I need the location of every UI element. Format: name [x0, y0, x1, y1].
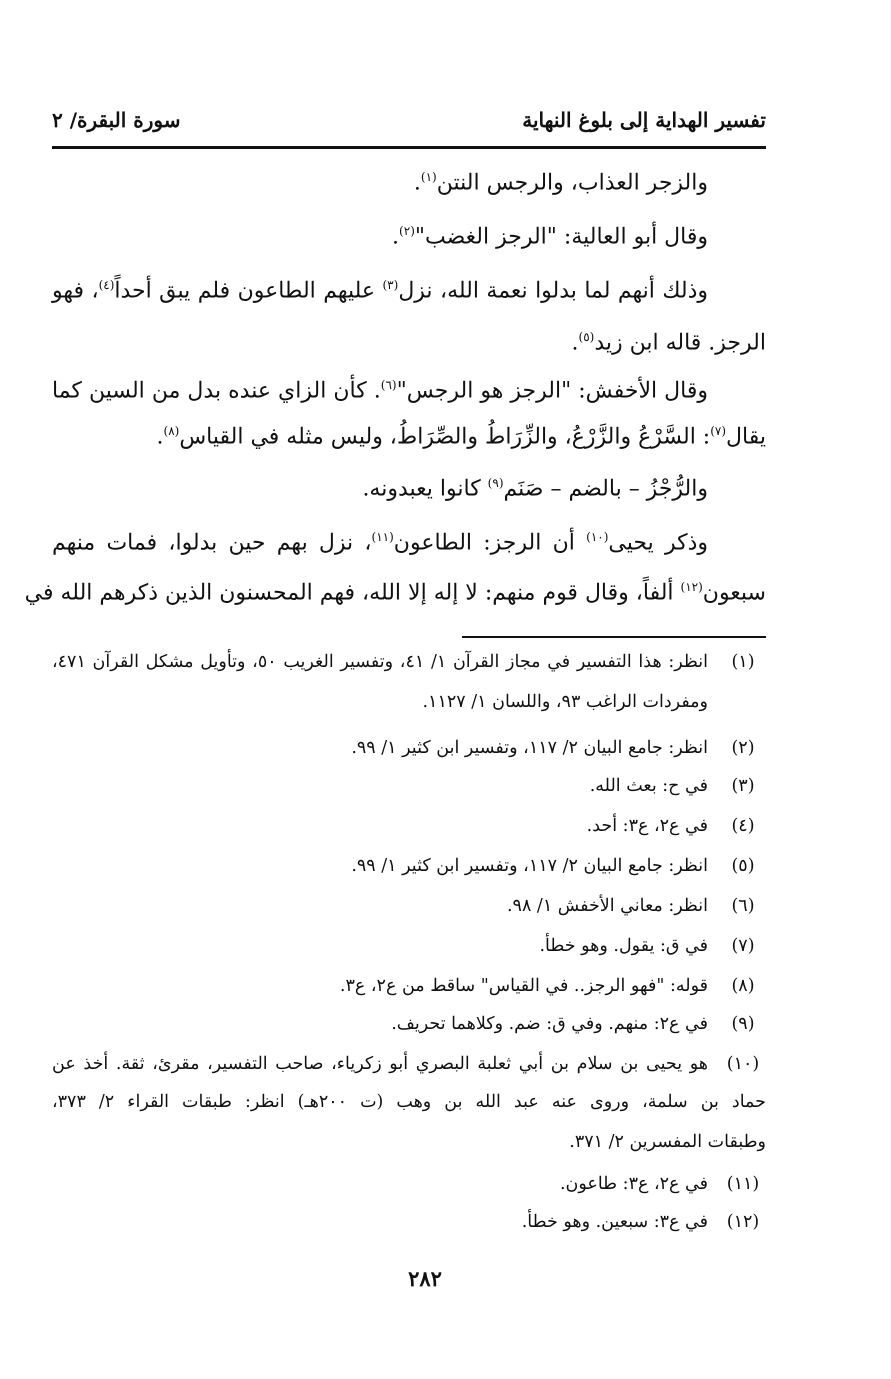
footnote-item [52, 896, 766, 926]
line-text: . [392, 224, 400, 250]
footnote-item [52, 816, 766, 846]
text-line [52, 530, 766, 555]
page-number: ٢٨٢ [408, 1266, 442, 1291]
line-text: . [413, 170, 421, 196]
footnote-ref: (١٠) [586, 530, 609, 544]
footnote-number: (١٢) [726, 1212, 760, 1232]
line-text: سبعون [702, 580, 766, 606]
footnote-item [52, 1212, 766, 1242]
text-line [362, 476, 708, 501]
footnote-ref: (٣) [382, 278, 399, 292]
footnote-text: انظر: معاني الأخفش ١/ ٩٨. [506, 896, 708, 916]
footnote-text: حماد بن سلمة، وروى عنه عبد الله بن وهب (ت ٢٠٠هـ) انظر: طبقات القراء ٢/ ٣٧٣، [52, 1092, 766, 1112]
line-text: ، نزل بهم حين بدلوا، فمات منهم [52, 530, 372, 556]
footnote-number: (٢) [731, 738, 755, 758]
line-text: والرُّجْزُ – بالضم – صَنَم [503, 476, 708, 502]
footnote-item-continued [52, 692, 766, 722]
footnote-item-continued [52, 1132, 766, 1162]
footnote-ref: (٨) [163, 424, 180, 438]
footnote-text: انظر: هذا التفسير في مجاز القرآن ١/ ٤١، وتفسير الغريب ٥٠، وتأويل مشكل القرآن ٤٧١، [52, 652, 709, 672]
footnote-item [52, 1054, 766, 1084]
line-text: وذلك أنهم لما بدلوا نعمة الله، نزل [398, 278, 709, 304]
line-text: ، فهو [52, 278, 99, 304]
footnote-ref: (٥) [578, 330, 595, 344]
footnote-number: (١١) [726, 1174, 760, 1194]
line-text: . [571, 330, 579, 356]
footnote-text: في ع٢: منهم. وفي ق: ضم. وكلاهما تحريف. [391, 1014, 708, 1034]
text-line [52, 378, 766, 403]
line-text: وقال الأخفش: "الرجز هو الرجس" [396, 378, 708, 404]
footnote-text: هو يحيى بن سلام بن أبي ثعلبة البصري أبو زكرياء، صاحب التفسير، مقرئ، ثقة. أخذ عن [52, 1054, 708, 1074]
footnote-item [52, 936, 766, 966]
footnote-text: وطبقات المفسرين ٢/ ٣٧١. [569, 1132, 766, 1152]
footnote-item [52, 1014, 766, 1044]
footnote-ref: (٩) [487, 476, 504, 490]
footnote-number: (٤) [731, 816, 755, 836]
line-text: الرجز. قاله ابن زيد [594, 330, 766, 356]
footnote-ref: (١٢) [680, 580, 703, 594]
footnote-number: (٣) [731, 776, 755, 796]
footnote-item [52, 1174, 766, 1204]
book-title: تفسير الهداية إلى بلوغ النهاية [522, 108, 766, 132]
footnote-number: (٦) [731, 896, 755, 916]
text-line [392, 224, 708, 249]
footnote-text: في ع٣: سبعين. وهو خطأ. [521, 1212, 708, 1232]
footnote-text: قوله: "فهو الرجز.. في القياس" ساقط من ع٢، ع٣. [339, 976, 708, 996]
footnote-item [52, 776, 766, 806]
line-text: كانوا يعبدونه. [362, 476, 488, 502]
footnote-item-continued [52, 1092, 766, 1122]
footnote-ref: (٤) [98, 278, 115, 292]
footnote-number: (٧) [731, 936, 755, 956]
footnote-text: ومفردات الراغب ٩٣، واللسان ١/ ١١٢٧. [422, 692, 708, 712]
footnote-number: (٥) [731, 856, 755, 876]
footnote-ref: (١١) [371, 530, 394, 544]
line-text: يقال [726, 424, 766, 450]
footnote-separator [462, 636, 766, 638]
text-line [414, 170, 708, 195]
footnote-item [52, 856, 766, 886]
footnote-text: في ق: يقول. وهو خطأ. [539, 936, 708, 956]
footnote-ref: (٢) [399, 224, 415, 238]
line-text: وذكر يحيى [608, 530, 708, 556]
footnote-item [52, 652, 766, 682]
line-text: وقال أبو العالية: "الرجز الغضب" [414, 224, 708, 250]
line-text: . كأن الزاي عنده بدل من السين كما [52, 378, 381, 404]
footnote-item [52, 738, 766, 768]
footnote-text: انظر: جامع البيان ٢/ ١١٧، وتفسير ابن كثير ١/ ٩٩. [351, 738, 708, 758]
footnote-number: (١) [731, 652, 755, 672]
line-text: ألفاً، وقال قوم منهم: لا إله إلا الله، فهم المحسنون الذين ذكرهم الله في [24, 580, 681, 606]
footnote-text: في ع٢، ع٣: طاعون. [559, 1174, 708, 1194]
line-text: : السَّرْعُ والزَّرْعُ، والزِّرَاطُ والصِّرَاطُ، وليس مثله في القياس [179, 424, 711, 450]
text-line [52, 278, 766, 303]
footnote-number: (٩) [731, 1014, 755, 1034]
surah-label: سورة البقرة/ ٢ [52, 108, 181, 132]
footnote-ref: (١) [420, 170, 437, 184]
text-line [572, 330, 767, 355]
line-text: والزجر العذاب، والرجس النتن [436, 170, 708, 196]
line-text: أن الرجز: الطاعون [393, 530, 587, 556]
text-line [157, 424, 767, 449]
running-header [52, 108, 766, 142]
footnote-text: في ح: بعث الله. [589, 776, 708, 796]
header-rule [52, 146, 766, 149]
text-line [24, 580, 766, 606]
footnote-number: (٨) [731, 976, 755, 996]
footnote-text: في ع٢، ع٣: أحد. [586, 816, 708, 836]
footnote-ref: (٦) [380, 378, 397, 392]
footnote-number: (١٠) [726, 1054, 760, 1074]
line-text: . [156, 424, 164, 450]
footnote-text: انظر: جامع البيان ٢/ ١١٧، وتفسير ابن كثير ١/ ٩٩. [351, 856, 708, 876]
footnote-item [52, 976, 766, 1006]
footnote-ref: (٧) [710, 424, 727, 438]
line-text: عليهم الطاعون فلم يبق أحداً [114, 278, 383, 304]
